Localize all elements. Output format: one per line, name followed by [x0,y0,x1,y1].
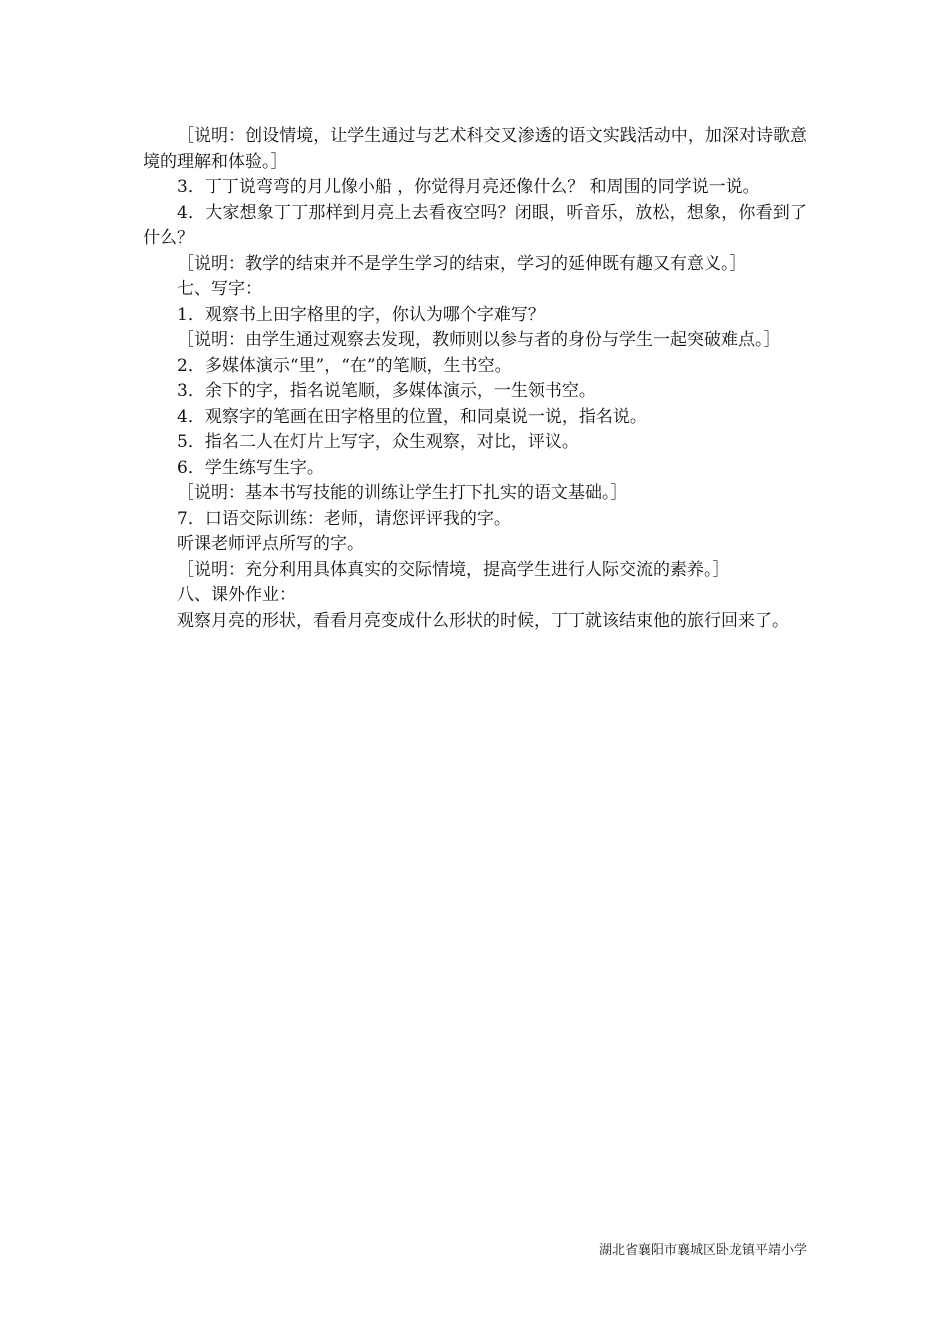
step-paragraph: 7．口语交际训练：老师，请您评评我的字。 [177,508,511,529]
step-paragraph: 3．余下的字，指名说笔顺，多媒体演示，一生领书空。 [177,381,596,401]
section-heading: 八、课外作业： [177,585,296,605]
note-paragraph: ［说明：充分利用具体真实的交际情境，提高学生进行人际交流的素养。］ [177,559,730,580]
note-paragraph: ［说明：教学的结束并不是学生学习的结束，学习的延伸既有趣又有意义。］ [177,253,747,274]
homework-paragraph: 观察月亮的形状，看看月亮变成什么形状的时候，丁丁就该结束他的旅行回来了。 [177,610,789,631]
step-paragraph: 2．多媒体演示“里”，“在”的笔顺，生书空。 [177,355,512,376]
step-paragraph: 4．观察字的笔画在田字格里的位置，和同桌说一说，指名说。 [177,406,647,427]
step-paragraph: 5．指名二人在灯片上写字，众生观察，对比，评议。 [177,432,579,452]
note-paragraph: ［说明：创设情境，让学生通过与艺术科交叉渗透的语文实践活动中，加深对诗歌意境的理解和体验。］ [143,126,807,172]
footer-school-name: 湖北省襄阳市襄城区卧龙镇平靖小学 [598,1243,807,1258]
document-body [143,124,807,634]
section-heading: 七、写字： [177,279,262,299]
step-paragraph: 3．丁丁说弯弯的月儿像小船 ，你觉得月亮还像什么？ 和周围的同学说一说。 [177,177,760,197]
step-paragraph: 4．大家想象丁丁那样到月亮上去看夜空吗？闭眼，听音乐，放松，想象，你看到了什么？ [143,202,807,248]
step-paragraph: 听课老师评点所写的字。 [177,534,364,554]
note-paragraph: ［说明：由学生通过观察去发现，教师则以参与者的身份与学生一起突破难点。］ [177,330,781,350]
step-paragraph: 1．观察书上田字格里的字，你认为哪个字难写？ [177,304,545,325]
note-paragraph: ［说明：基本书写技能的训练让学生打下扎实的语文基础。］ [177,483,628,503]
step-paragraph: 6．学生练写生字。 [177,457,324,478]
